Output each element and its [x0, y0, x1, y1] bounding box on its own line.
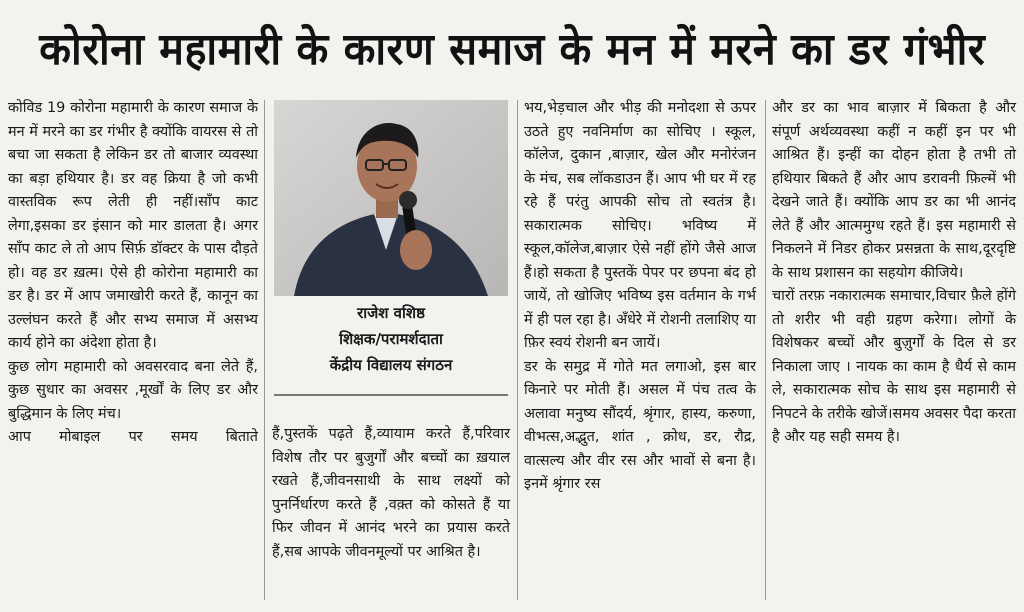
column-divider — [264, 100, 265, 600]
caption-divider — [274, 394, 508, 396]
paragraph: डर के समुद्र में गोते मत लगाओ, इस बार किनारे पर मोती हैं। असल में पंच तत्व के अलावा मनुष्य सौंदर्य, श्रृंगार, हास्य, करुणा, वीभत्स,अद्भुत, शांत , क्रोध, डर, रौद्र, वात्सल्य और वीर रस और भावों से बना है। इनमें श्रृंगार रस — [524, 358, 756, 492]
paragraph: कोविड 19 कोरोना महामारी के कारण समाज के मन में मरने का डर गंभीर है क्योंकि वायरस से तो बचा जा सकता है लेकिन डर तो बाजार व्यवस्था का बड़ा हथियार है। डर वह क्रिया है जो कभी वास्तविक रूप लेती ही नहीं।साँप काट लेगा,इसका डर इंसान को मार डालता है। अगर साँप काट ले तो आप सिर्फ़ डॉक्टर के पास दौड़ते हो। वह डर ख़त्म। ऐसे ही कोरोना महामारी का डर है। डर में आप जमाखोरी करते हैं, कानून का उल्लंघन करते हैं और सभ्य समाज में असभ्य कार्य होने का अंदेशा होता है। — [8, 100, 258, 351]
author-photo — [274, 100, 508, 296]
article-headline: कोरोना महामारी के कारण समाज के मन में मरने का डर गंभीर — [39, 24, 985, 75]
paragraph: हैं,पुस्तकें पढ़ते हैं,व्यायाम करते हैं,परिवार विशेष तौर पर बुजुर्गों और बच्चों का ख़याल रखते हैं,जीवनसाथी के साथ लक्ष्यों को पुनर्निर्धारण करते हैं ,वक़्त को कोसते हैं या फिर जीवन में आनंद भरने का प्रयास करते हैं,सब आपके जीवनमूल्यों पर आश्रित है। — [272, 426, 510, 560]
column-divider — [517, 100, 518, 600]
article-column-1 — [8, 97, 258, 450]
author-photo-illustration — [274, 100, 508, 296]
paragraph: चारों तरफ़ नकारात्मक समाचार,विचार फ़ैले होंगे तो शरीर भी वही ग्रहण करेगा। लोगों के विशेषकर बच्चों और बुज़ुर्गों के दिल से डर निकाला जाए । नायक का काम है धैर्य से काम ले, सकारात्मक सोच के साथ इस महामारी से निपटने के तरीके खोजें।समय अवसर पैदा करता है और यह सही समय है। — [772, 288, 1016, 445]
paragraph: कुछ लोग महामारी को अवसरवाद बना लेते हैं, कुछ सुधार का अवसर ,मूर्खों के लिए डर और बुद्धिमान के लिए मंच। — [8, 358, 258, 422]
paragraph: और डर का भाव बाज़ार में बिकता है और संपूर्ण अर्थव्यवस्था कहीं न कहीं इन पर भी आश्रित हैं। इन्हीं का दोहन होता है तभी तो हथियार बिकते हैं और आप डरावनी फ़िल्में भी देखने जाते हैं। क्योंकि आप डर का भी आनंद लेते हैं और आत्ममुग्ध रहते हैं। इस महामारी से निकलने में निडर होकर प्रसन्नता के साथ,दूरदृष्टि के साथ प्रशासन का सहयोग कीजिये। — [772, 100, 1016, 281]
author-name: राजेश वशिष्ठ — [357, 304, 425, 322]
article-column-3 — [524, 97, 756, 497]
author-organization: केंद्रीय विद्यालय संगठन — [329, 356, 453, 374]
article-column-2 — [272, 409, 510, 579]
author-caption — [274, 300, 508, 378]
paragraph: भय,भेड़चाल और भीड़ की मनोदशा से ऊपर उठते हुए नवनिर्माण का सोचिए । स्कूल, कॉलेज, दुकान ,बाज़ार, खेल और मनोरंजन के मंच, सब लॉकडाउन हैं। आप भी घर में रह रहे हैं परंतु आपकी सोच तो स्वतंत्र है। सकारात्मक सोचिए। भविष्य में स्कूल,कॉलेज,बाज़ार ऐसे नहीं होंगे जैसे आज हैं।हो सकता है पुस्तकें पेपर पर छपना बंद हो जायें, तो खोजिए भविष्य इस वर्तमान के गर्भ में ही पल रहा है। अँधेरे में रोशनी तलाशिए या फ़िर स्वयं रोशनी बन जायें। — [524, 100, 756, 351]
headline-bar — [0, 0, 1024, 94]
article-column-4 — [772, 97, 1016, 450]
author-designation: शिक्षक/परामर्शदाता — [339, 330, 443, 348]
column-divider — [765, 100, 766, 600]
paragraph: आप मोबाइल पर समय बिताते — [8, 429, 258, 445]
